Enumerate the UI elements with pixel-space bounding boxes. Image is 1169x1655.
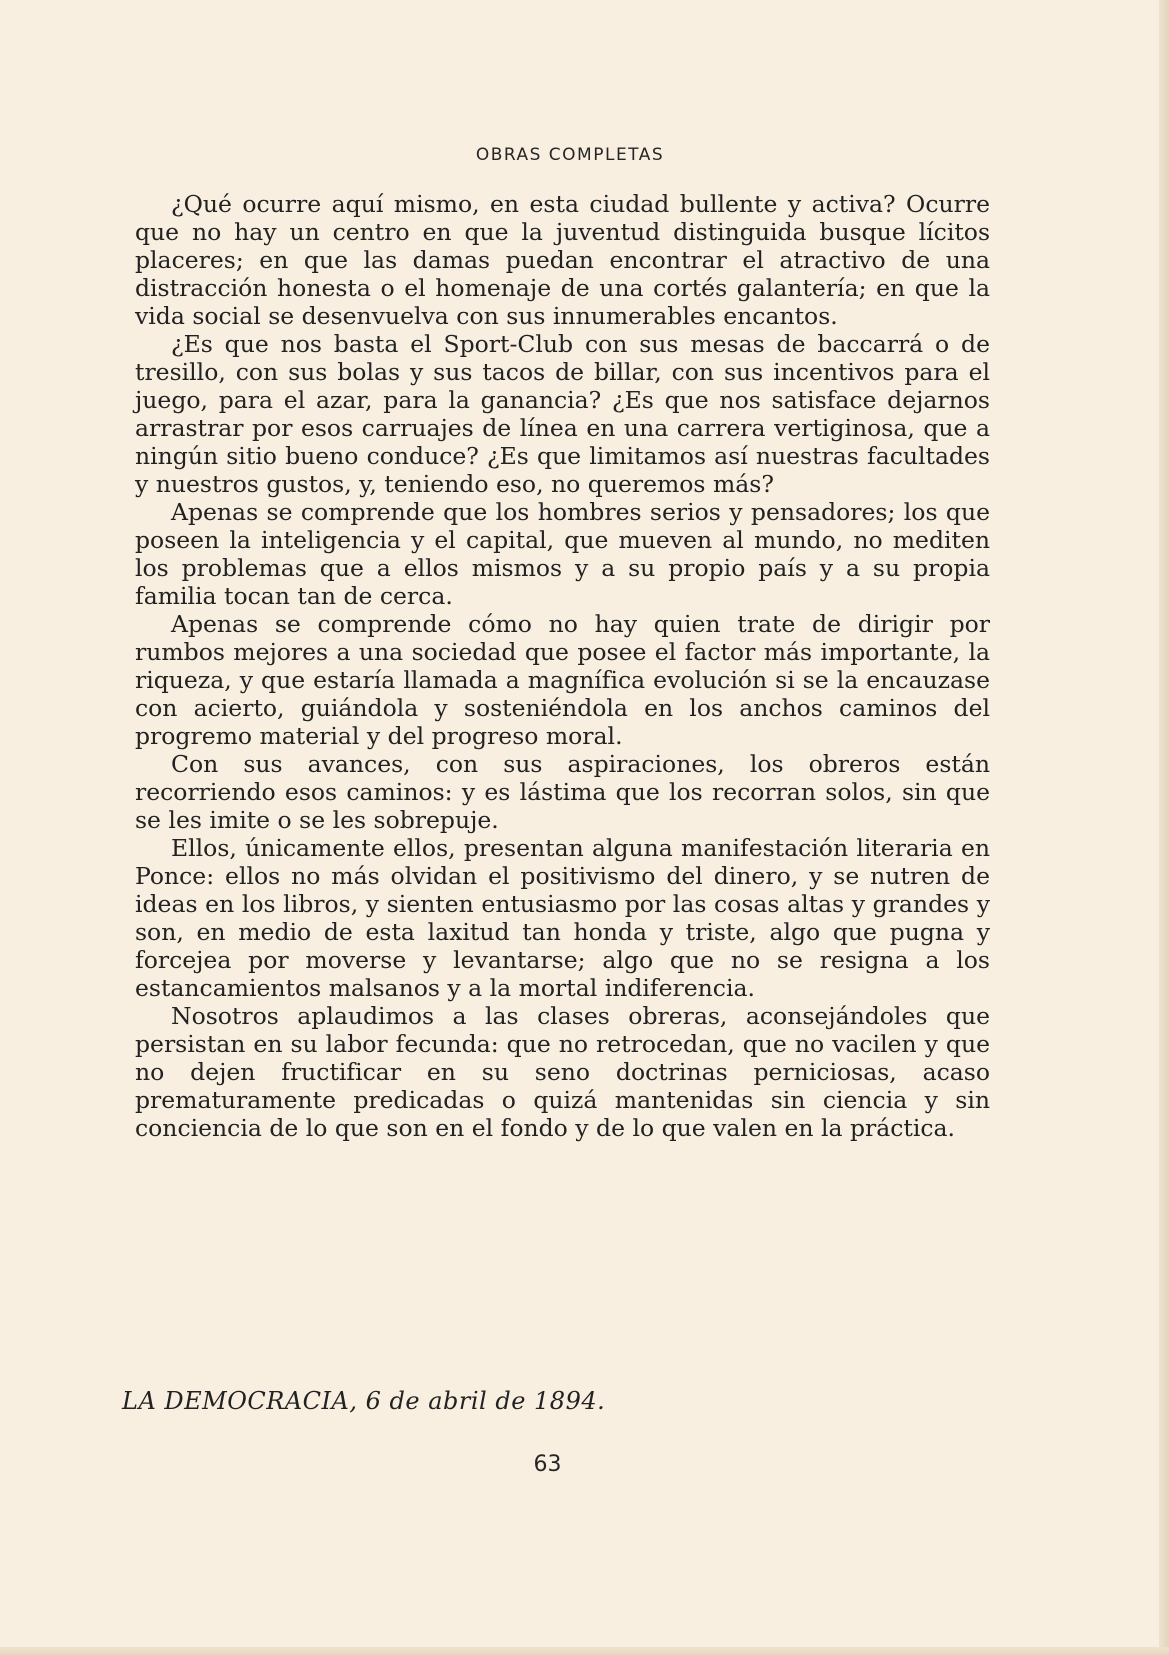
- running-title: OBRAS COMPLETAS: [475, 145, 665, 165]
- source-citation: LA DEMOCRACIA, 6 de abril de 1894.: [122, 1387, 606, 1415]
- article-body: [135, 190, 990, 1142]
- paragraph: Ellos, únicamente ellos, presentan alguna manifestación literaria en Ponce: ellos no más olvidan el positivismo del dinero, y se nutren de ideas en los libros, y sienten entusiasmo por las cosas altas y grandes y son, en medio de esta laxitud tan honda y triste, algo que pugna y forcejea por moverse y levantarse; algo que no se resigna a los estancamientos malsanos y a la mortal indiferencia.: [135, 834, 990, 1002]
- paragraph: Apenas se comprende que los hombres serios y pensadores; los que poseen la inteligencia y el capital, que mueven al mundo, no mediten los problemas que a ellos mismos y a su propio país y a su propia familia tocan tan de cerca.: [135, 498, 990, 610]
- paragraph: Nosotros aplaudimos a las clases obreras, aconsejándoles que persistan en su labor fecunda: que no retrocedan, que no vacilen y que no dejen fructificar en su seno doctrinas perniciosas, acaso prematuramente predicadas o quizá mantenidas sin ciencia y sin conciencia de lo que son en el fondo y de lo que valen en la práctica.: [135, 1002, 990, 1142]
- page-edge-shadow: [1159, 0, 1169, 1655]
- paragraph: ¿Es que nos basta el Sport-Club con sus mesas de baccarrá o de tresillo, con sus bolas y sus tacos de billar, con sus incentivos para el juego, para el azar, para la ganancia? ¿Es que nos satisface dejarnos arrastrar por esos carruajes de línea en una carrera vertiginosa, que a ningún sitio bueno conduce? ¿Es que limitamos así nuestras facultades y nuestros gustos, y, teniendo eso, no queremos más?: [135, 330, 990, 498]
- paragraph: ¿Qué ocurre aquí mismo, en esta ciudad bullente y activa? Ocurre que no hay un centro en que la juventud distinguida busque lícitos placeres; en que las damas puedan encontrar el atractivo de una distracción honesta o el homenaje de una cortés galantería; en que la vida social se desenvuelva con sus innumerables encantos.: [135, 190, 990, 330]
- paragraph: Apenas se comprende cómo no hay quien trate de dirigir por rumbos mejores a una sociedad que posee el factor más importante, la riqueza, y que estaría llamada a magnífica evolución si se la encauzase con acierto, guiándola y sosteniéndola en los anchos caminos del progremo material y del progreso moral.: [135, 610, 990, 750]
- page-number: 63: [533, 1452, 562, 1477]
- paragraph: Con sus avances, con sus aspiraciones, los obreros están recorriendo esos caminos: y es lástima que los recorran solos, sin que se les imite o se les sobrepuje.: [135, 750, 990, 834]
- page-edge-shadow: [0, 1647, 1169, 1655]
